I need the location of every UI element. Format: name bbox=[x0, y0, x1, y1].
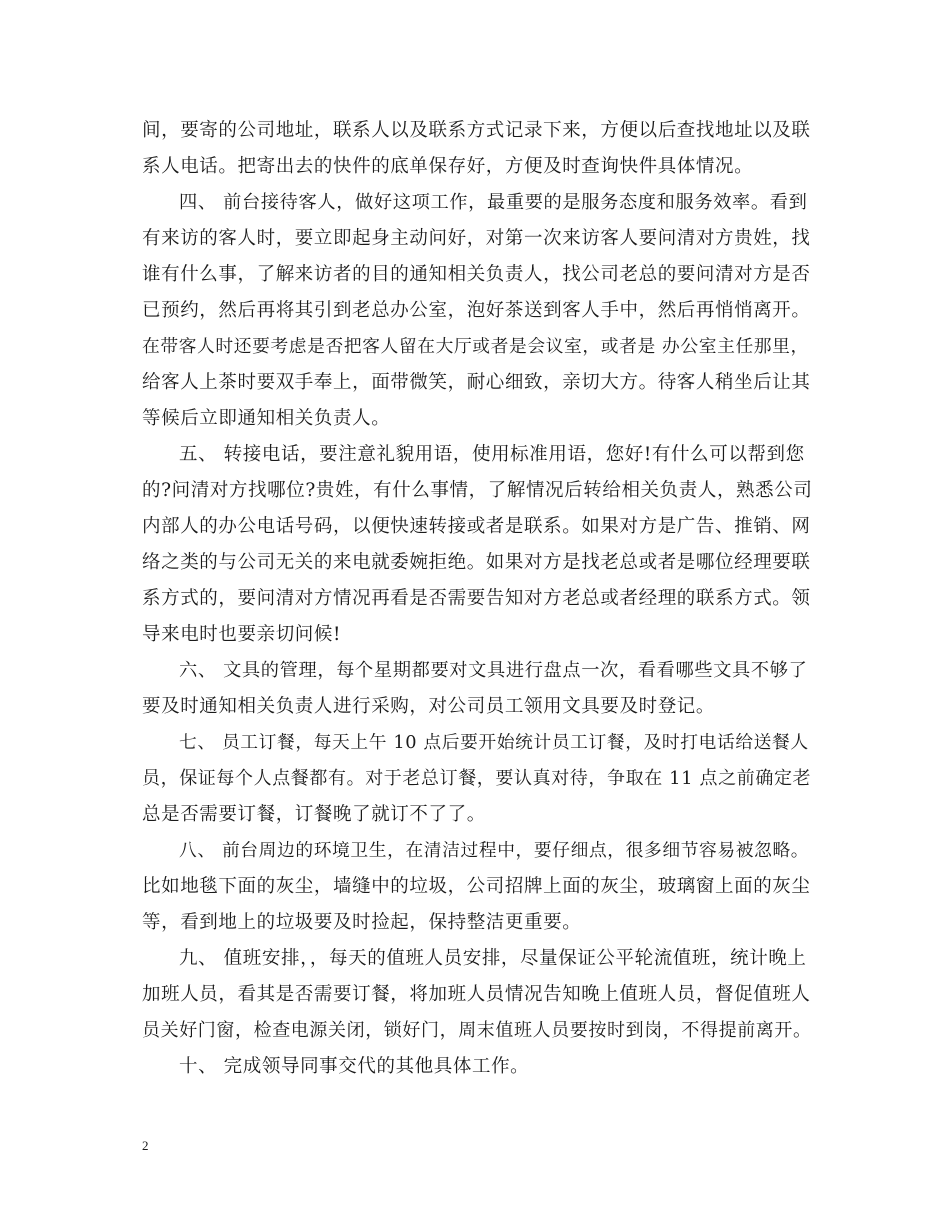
text-line: 已预约，然后再将其引到老总办公室，泡好茶送到客人手中，然后再悄悄离开。 bbox=[142, 300, 811, 321]
page-number: 2 bbox=[142, 1138, 149, 1153]
text-line: 员关好门窗，检查电源关闭，锁好门，周末值班人员要按时到岗，不得提前离开。 bbox=[142, 1020, 812, 1041]
text-line: 加班人员，看其是否需要订餐，将加班人员情况告知晚上值班人员，督促值班人 bbox=[142, 984, 811, 1005]
text-line: 比如地毯下面的灰尘，墙缝中的垃圾，公司招牌上面的灰尘，玻璃窗上面的灰尘 bbox=[142, 876, 811, 897]
text-line: 内部人的办公电话号码，以便快速转接或者是联系。如果对方是广告、推销、网 bbox=[142, 516, 811, 537]
text-line: 七、 员工订餐，每天上午 10 点后要开始统计员工订餐，及时打电话给送餐人 bbox=[179, 733, 809, 753]
text-line: 在带客人时还要考虑是否把客人留在大厅或者是会议室，或者是 办公室主任那里， bbox=[142, 337, 809, 357]
text-line: 员，保证每个人点餐都有。对于老总订餐，要认真对待，争取在 11 点之前确定老 bbox=[142, 768, 812, 789]
text-line: 六、 文具的管理，每个星期都要对文具进行盘点一次，看看哪些文具不够了 bbox=[179, 660, 808, 681]
text-line: 十、 完成领导同事交代的其他具体工作。 bbox=[179, 1056, 530, 1077]
text-line: 四、 前台接待客人，做好这项工作，最重要的是服务态度和服务效率。看到 bbox=[179, 192, 808, 213]
text-line: 间，要寄的公司地址，联系人以及联系方式记录下来，方便以后查找地址以及联 bbox=[142, 120, 811, 141]
text-line: 给客人上茶时要双手奉上，面带微笑，耐心细致，亲切大方。待客人稍坐后让其 bbox=[142, 372, 811, 393]
text-line: 要及时通知相关负责人进行采购，对公司员工领用文具要及时登记。 bbox=[142, 696, 716, 717]
text-line: 九、 值班安排，，每天的值班人员安排，尽量保证公平轮流值班，统计晚上 bbox=[179, 948, 807, 969]
text-line: 等，看到地上的垃圾要及时捡起，保持整洁更重要。 bbox=[142, 912, 582, 933]
text-line: 的?问清对方找哪位?贵姓，有什么事情，了解情况后转给相关负责人，熟悉公司 bbox=[142, 480, 813, 501]
text-line: 五、 转接电话，要注意礼貌用语，使用标准用语，您好!有什么可以帮到您 bbox=[179, 444, 805, 465]
text-line: 总是否需要订餐，订餐晚了就订不了了。 bbox=[142, 804, 486, 825]
text-line: 谁有什么事，了解来访者的目的通知相关负责人，找公司老总的要问清对方是否 bbox=[142, 264, 811, 285]
text-line: 系方式的，要问清对方情况再看是否需要告知对方老总或者经理的联系方式。领 bbox=[142, 588, 811, 609]
text-line: 系人电话。把寄出去的快件的底单保存好，方便及时查询快件具体情况。 bbox=[142, 156, 754, 177]
text-line: 有来访的客人时，要立即起身主动问好，对第一次来访客人要问清对方贵姓，找 bbox=[142, 228, 811, 249]
text-line: 等候后立即通知相关负责人。 bbox=[142, 408, 391, 429]
text-line: 八、 前台周边的环境卫生，在清洁过程中，要仔细点，很多细节容易被忽略。 bbox=[179, 841, 810, 861]
text-line: 络之类的与公司无关的来电就委婉拒绝。如果对方是找老总或者是哪位经理要联 bbox=[142, 552, 811, 573]
text-line: 导来电时也要亲切问候! bbox=[142, 624, 342, 645]
